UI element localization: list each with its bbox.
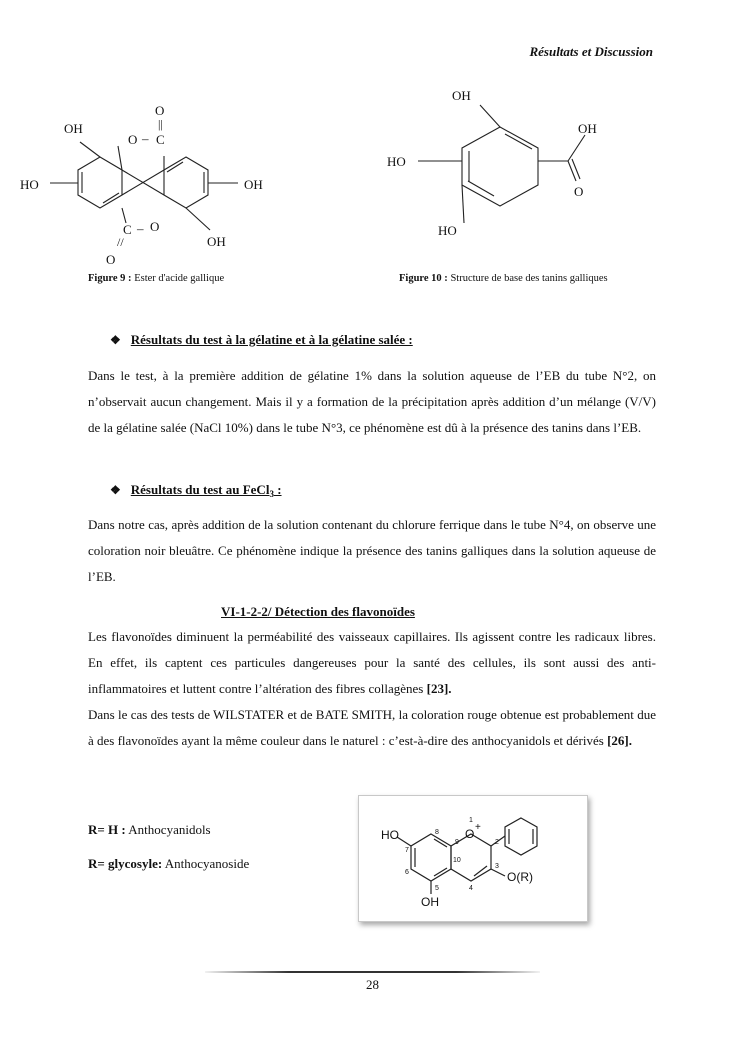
section-heading-flavonoides: VI-1-2-2/ Détection des flavonoïdes [221, 604, 415, 619]
heading-suffix: : [273, 482, 282, 497]
atom-ho: HO [438, 223, 457, 238]
atom-oh: OH [64, 121, 83, 136]
caption-label: Figure 9 : [88, 273, 132, 284]
paragraph-gelatine: Dans le test, à la première addition de gélatine 1% dans la solution aqueuse de l’EB du tube N°2, on n’observait aucun changement. Mais il y a formation de la précipitation après addition d’un mélange (V/V) de la gélatine salée (NaCl 10%) dans le tube N°3, ce phénomène est dû à la présence des tanins dans l’EB. [88, 368, 656, 435]
figure-9-bonds [0, 95, 330, 275]
diamond-bullet-icon: ❖ [110, 483, 121, 497]
caption-label: Figure 10 : [399, 273, 448, 284]
anthocyanidin-figure [358, 795, 588, 922]
heading-text: Résultats du test à la gélatine et à la gélatine salée : [130, 332, 413, 347]
figure-9-caption [88, 273, 224, 284]
para-text: Dans le cas des tests de WILSTATER et de BATE SMITH, la coloration rouge obtenue est probablement due à des flavonoïdes ayant la même couleur dans le naturel : c’est-à-dire des anthocyanidols et dérivés [88, 707, 656, 748]
heading-subscript: 3 [269, 489, 274, 499]
ring-number: 10 [453, 857, 461, 864]
ring-number: 5 [435, 885, 439, 892]
running-header: Résultats et Discussion [529, 44, 653, 59]
atom-oh: OH [244, 177, 263, 192]
figure-10 [380, 85, 610, 245]
paragraph-flavonoides-1 [88, 624, 656, 702]
footer-rule [205, 971, 540, 973]
page-number: 28 [366, 977, 379, 992]
atom-bond-dash: – [142, 131, 149, 146]
atom-ho: HO [381, 828, 399, 842]
anthocyanidin-bonds [359, 796, 587, 921]
paragraph-fecl3: Dans notre cas, après addition de la solution contenant du chlorure ferrique dans le tube N°4, on observe une coloration noir bleuâtre. Ce phénomène indique la présence des tanins galliques dans la solution aqueuse de l’EB. [88, 517, 656, 584]
citation: [23]. [426, 681, 452, 696]
atom-o: O [574, 184, 584, 199]
atom-ho: HO [20, 177, 39, 192]
diamond-bullet-icon: ❖ [110, 333, 121, 347]
ring-number: 8 [435, 829, 439, 836]
ring-number: 7 [405, 847, 409, 854]
atom-o: O [106, 252, 116, 267]
atom-o: O [155, 103, 165, 118]
legend-text: Anthocyanoside [164, 856, 250, 871]
ring-number: 1 [469, 817, 473, 824]
section-heading-gelatine [110, 332, 413, 348]
ring-number: 2 [495, 839, 499, 846]
atom-dbl-bond: || [158, 117, 163, 131]
atom-dbl-bond: // [117, 235, 124, 249]
atom-oh: OH [207, 234, 226, 249]
atom-o-r: O(R) [507, 870, 533, 884]
legend-r-glycosyle [88, 856, 249, 872]
atom-bond-dash: – [137, 221, 144, 236]
ring-number: 9 [455, 839, 459, 846]
legend-label: R= glycosyle: [88, 856, 163, 871]
figure-9 [0, 95, 330, 275]
paragraph-flavonoides-2 [88, 702, 656, 754]
positive-charge: + [475, 822, 481, 833]
ring-number: 3 [495, 863, 499, 870]
para-text: Les flavonoïdes diminuent la perméabilité des vaisseaux capillaires. Ils agissent contre les radicaux libres. En effet, ils captent ces particules dangereuses pour la santé des cellules, ils sont aussi des anti-inflammatoires et luttent contre l’altération des fibres collagènes [88, 629, 656, 696]
section-heading-fecl3 [110, 482, 282, 499]
ring-number: 4 [469, 885, 473, 892]
legend-r-h [88, 822, 211, 838]
atom-c: C [156, 132, 165, 147]
heading-text: Résultats du test au FeCl [130, 482, 270, 497]
atom-oh: OH [421, 895, 439, 909]
figure-10-bonds [380, 85, 610, 245]
ring-number: 6 [405, 869, 409, 876]
atom-ho: HO [387, 154, 406, 169]
atom-o: O [128, 132, 138, 147]
caption-text: Ester d'acide gallique [134, 273, 225, 284]
atom-o-plus: O [465, 827, 475, 841]
atom-oh: OH [578, 121, 597, 136]
atom-oh: OH [452, 88, 471, 103]
legend-text: Anthocyanidols [128, 822, 211, 837]
figure-10-caption [399, 273, 608, 284]
citation: [26]. [607, 733, 633, 748]
atom-c: C [123, 222, 132, 237]
legend-label: R= H : [88, 822, 126, 837]
atom-o: O [150, 219, 160, 234]
caption-text: Structure de base des tanins galliques [450, 273, 608, 284]
